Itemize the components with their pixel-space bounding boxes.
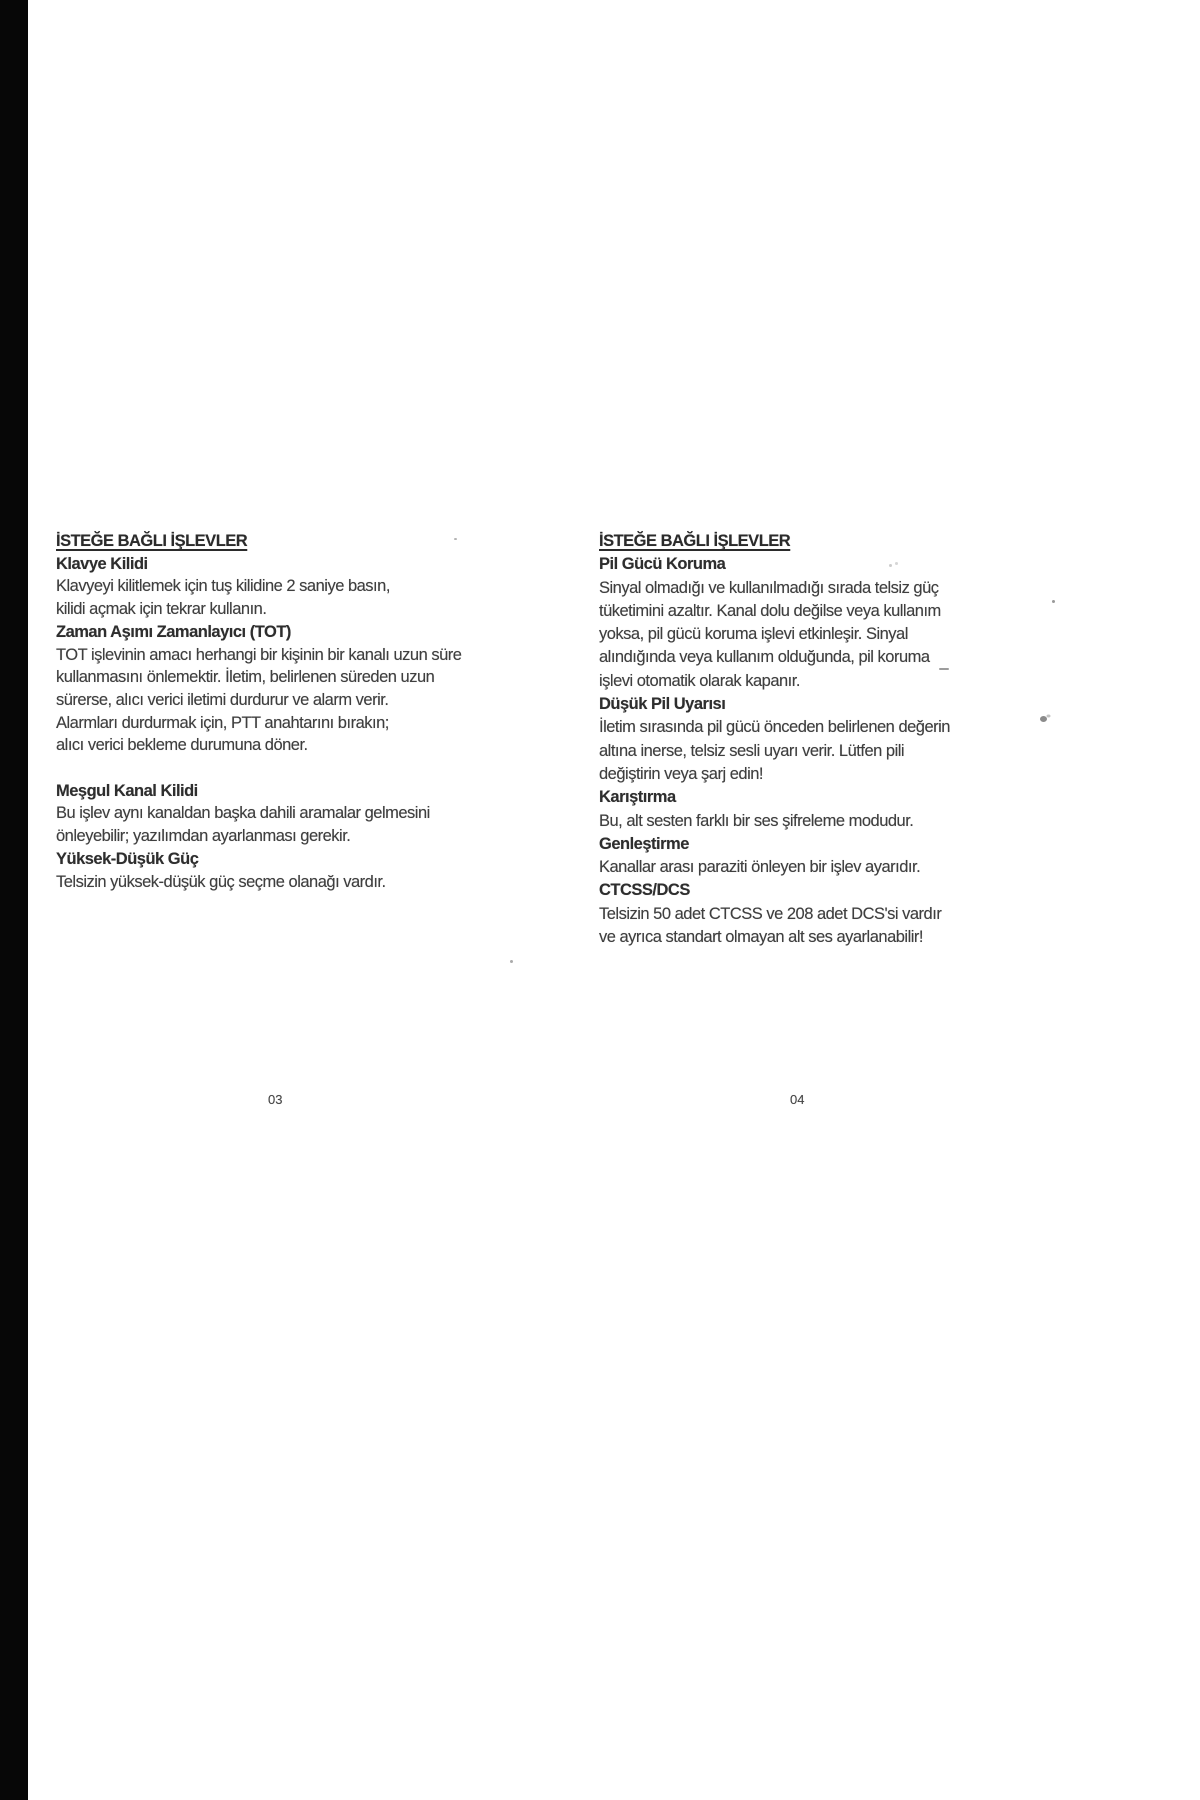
page-number-04: 04 [790,1092,805,1107]
page-number-03: 03 [268,1092,283,1107]
text-line: değiştirin veya şarj edin! [599,764,764,783]
text-line: altına inerse, telsiz sesli uyarı verir. Lütfen pili [599,741,905,760]
subheading: Karıştırma [599,788,676,807]
text-line: alındığında veya kullanım olduğunda, pil koruma [599,648,930,667]
subheading: CTCSS/DCS [599,881,690,900]
scan-speck [939,668,949,670]
scan-speck [510,960,513,963]
text-line: TOT işlevinin amacı herhangi bir kişinin bir kanalı uzun süre [56,645,462,664]
text-line: yoksa, pil gücü koruma işlevi etkinleşir. Sinyal [599,625,908,644]
text-line: Telsizin 50 adet CTCSS ve 208 adet DCS'si vardır [599,904,942,923]
text-line: Alarmları durdurmak için, PTT anahtarını bırakın; [56,713,389,732]
text-line: Sinyal olmadığı ve kullanılmadığı sırada telsiz güç [599,578,939,597]
text-line: kullanmasını önlemektir. İletim, belirlenen süreden uzun [56,668,435,687]
text-line: ve ayrıca standart olmayan alt ses ayarlanabilir! [599,928,923,947]
text-line [56,757,461,780]
subheading: Yüksek-Düşük Güç [56,849,199,868]
text-line: İletim sırasında pil gücü önceden belirlenen değerin [599,718,950,737]
subheading: Zaman Aşımı Zamanlayıcı (TOT) [56,622,291,641]
text-line: Bu, alt sesten farklı bir ses şifreleme modudur. [599,811,914,830]
text-line: Bu işlev aynı kanaldan başka dahili aramalar gelmesini [56,804,430,823]
text-line: işlevi otomatik olarak kapanır. [599,671,800,690]
text-line: alıcı verici bekleme durumuna döner. [56,736,308,755]
page-04-column [599,530,950,949]
text-line: kilidi açmak için tekrar kullanın. [56,600,267,619]
subheading: Genleştirme [599,834,689,853]
text-line: önleyebilir; yazılımdan ayarlanması gerekir. [56,827,351,846]
section-heading: İSTEĞE BAĞLI İŞLEVLER [56,532,248,550]
subheading: Meşgul Kanal Kilidi [56,781,198,800]
section-heading: İSTEĞE BAĞLI İŞLEVLER [599,532,791,550]
text-line: Kanallar arası paraziti önleyen bir işlev ayarıdır. [599,858,921,877]
subheading: Pil Gücü Koruma [599,555,726,574]
subheading: Düşük Pil Uyarısı [599,695,726,714]
subheading: Klavye Kilidi [56,554,148,573]
scan-speck [889,564,892,567]
page-03-column [56,530,461,893]
scan-speck [1040,716,1047,722]
scan-edge-strip [0,0,28,1800]
text-line: tüketimini azaltır. Kanal dolu değilse veya kullanım [599,601,941,620]
scan-speck [1052,600,1055,603]
text-line: Telsizin yüksek-düşük güç seçme olanağı vardır. [56,872,386,891]
scan-speck [454,538,457,540]
text-line: sürerse, alıcı verici iletimi durdurur ve alarm verir. [56,690,389,709]
text-line: Klavyeyi kilitlemek için tuş kilidine 2 saniye basın, [56,577,390,596]
